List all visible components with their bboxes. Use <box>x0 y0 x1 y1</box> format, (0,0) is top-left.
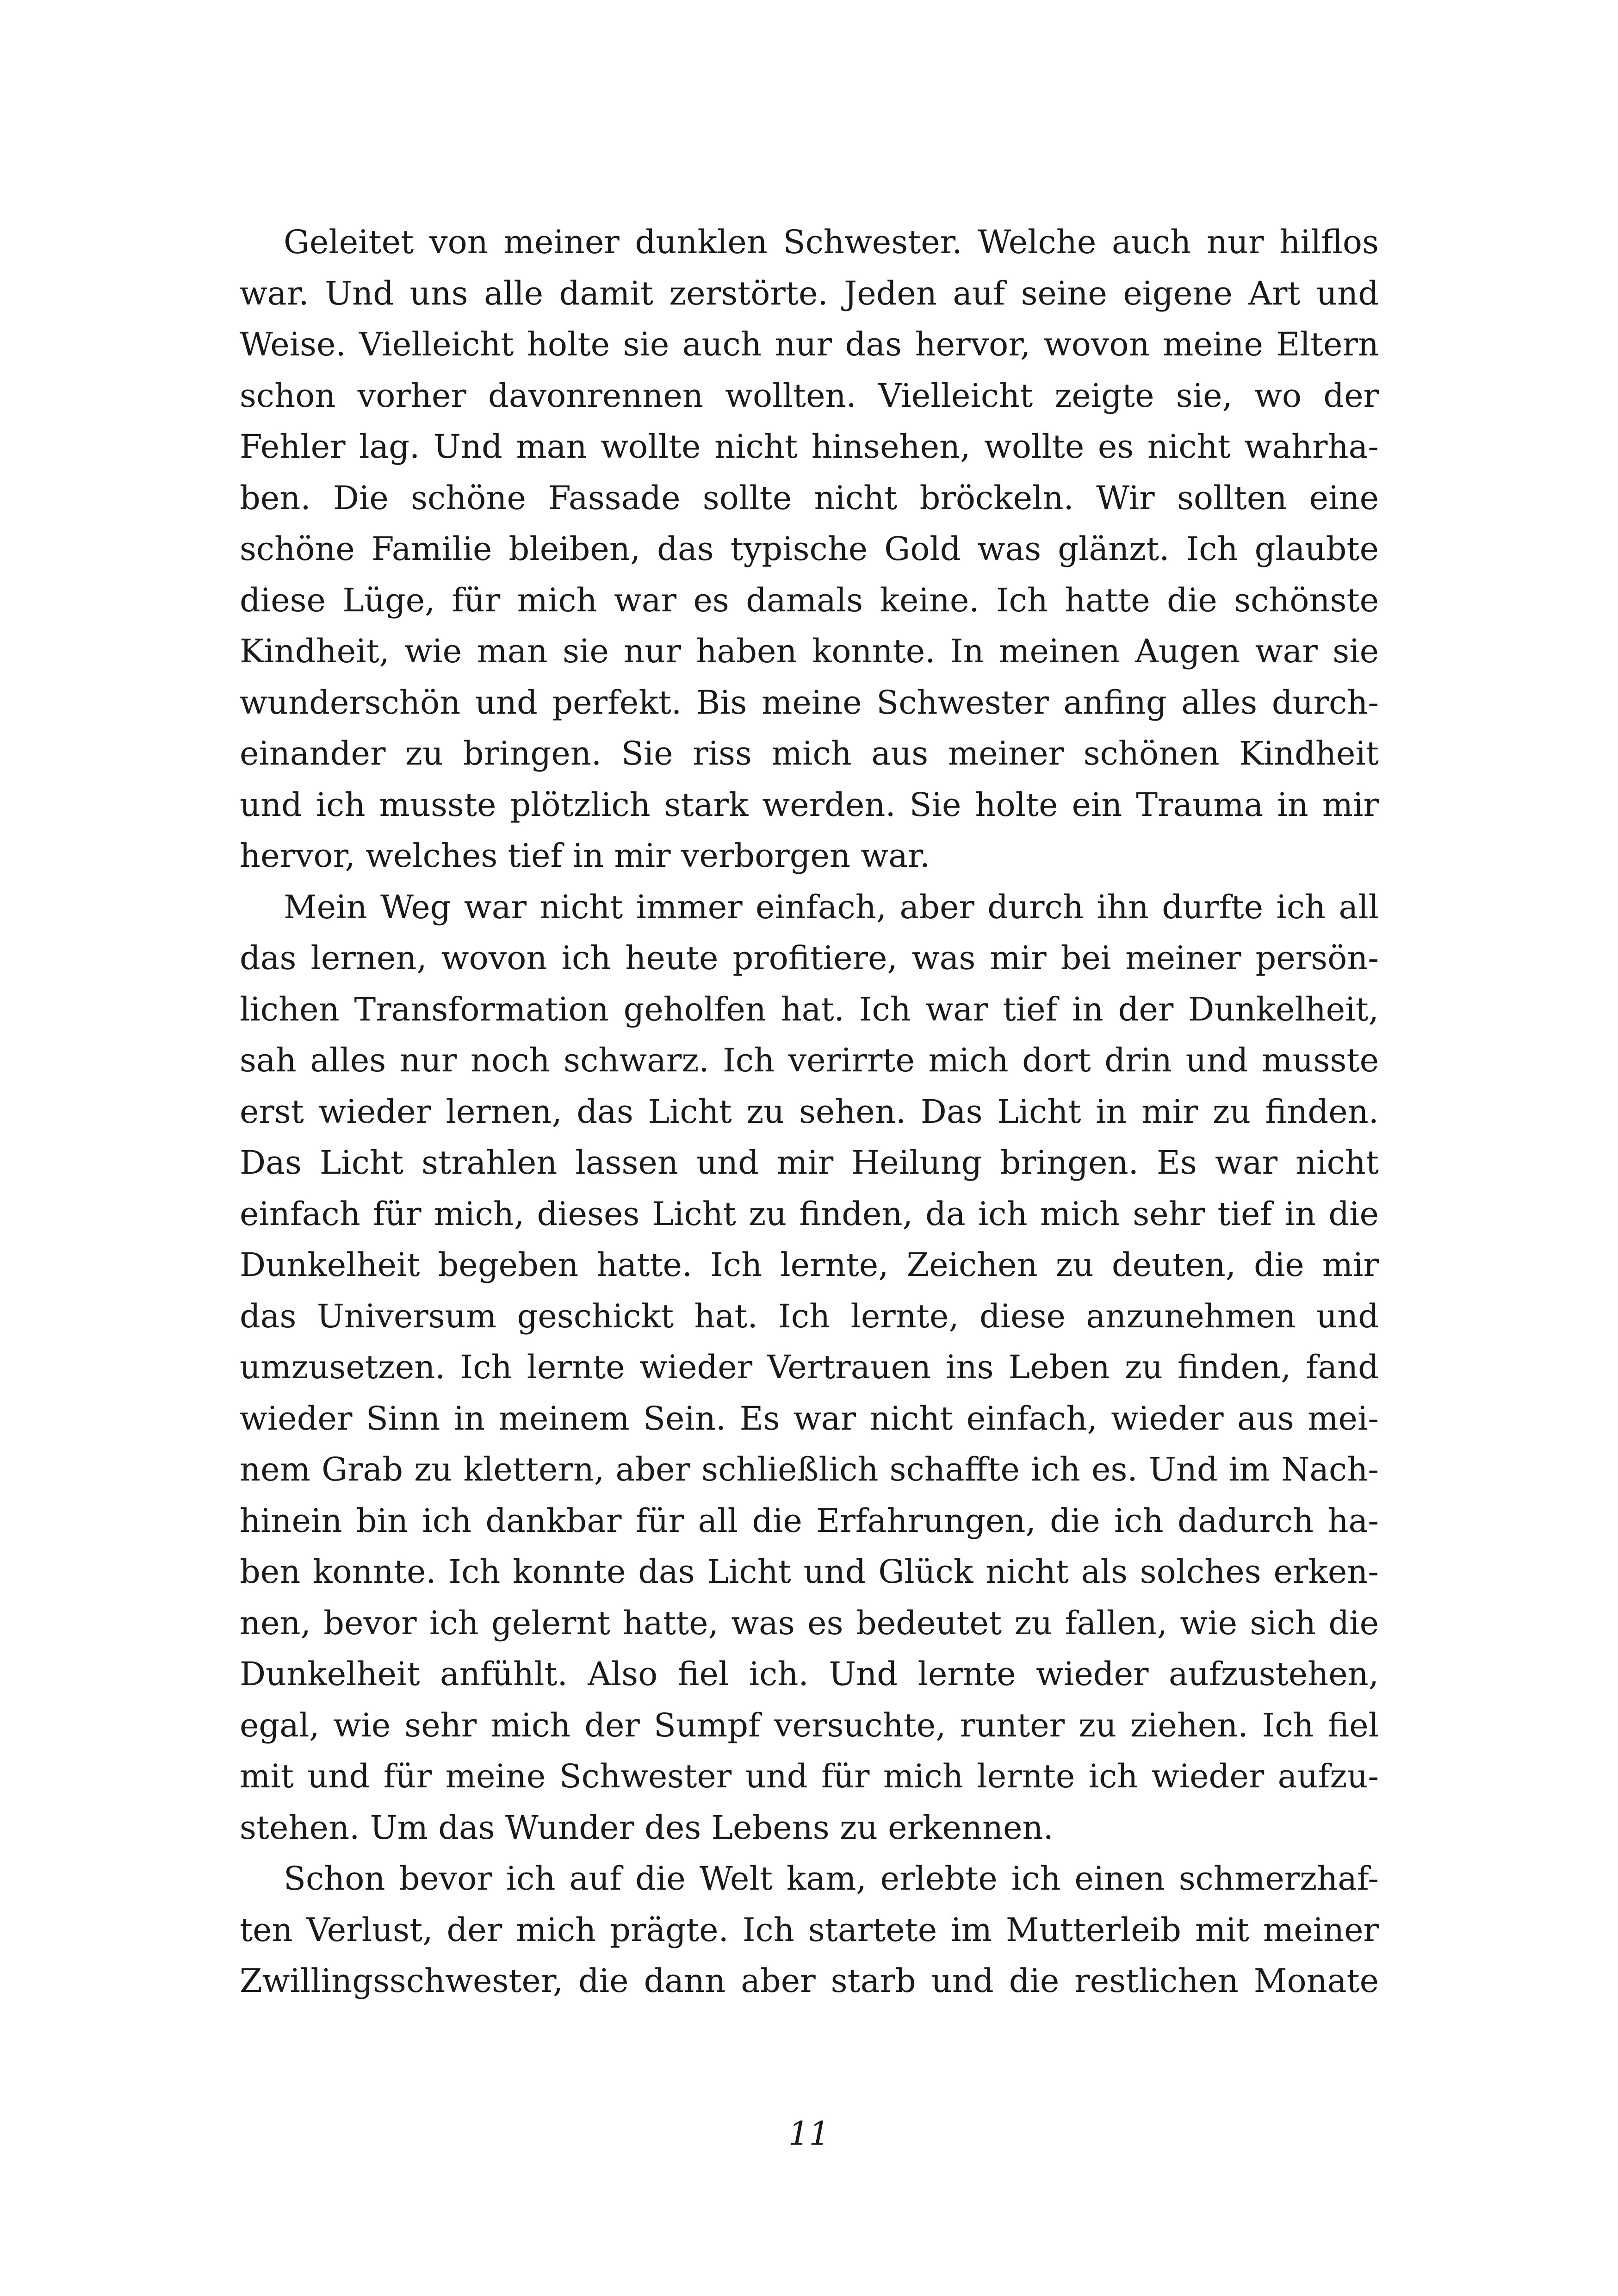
text-line: Schon bevor ich auf die Welt kam, erlebte ich einen schmerzhaf- <box>284 1860 1379 1898</box>
text-line: umzusetzen. Ich lernte wieder Vertrauen ins Leben zu finden, fand <box>240 1348 1379 1386</box>
text-line: Dunkelheit begeben hatte. Ich lernte, Zeichen zu deuten, die mir <box>240 1246 1379 1284</box>
text-line: hervor, welches tief in mir verborgen war. <box>240 837 930 875</box>
text-line: wunderschön und perfekt. Bis meine Schwester anfing alles durch- <box>240 683 1379 722</box>
text-line: hinein bin ich dankbar für all die Erfahrungen, die ich dadurch ha- <box>240 1501 1379 1540</box>
text-line: Das Licht strahlen lassen und mir Heilung bringen. Es war nicht <box>240 1144 1379 1182</box>
text-line: Geleitet von meiner dunklen Schwester. Welche auch nur hilflos <box>284 223 1379 261</box>
text-line: ben konnte. Ich konnte das Licht und Glück nicht als solches erken- <box>240 1553 1379 1591</box>
text-line: einander zu bringen. Sie riss mich aus meiner schönen Kindheit <box>240 734 1379 772</box>
text-line: das Universum geschickt hat. Ich lernte, diese anzunehmen und <box>240 1297 1379 1335</box>
text-line: Zwillingsschwester, die dann aber starb und die restlichen Monate <box>240 1962 1379 2000</box>
text-line: war. Und uns alle damit zerstörte. Jeden auf seine eigene Art und <box>240 274 1379 312</box>
text-line: nem Grab zu klettern, aber schließlich schaffte ich es. Und im Nach- <box>240 1450 1379 1488</box>
text-line: das lernen, wovon ich heute profitiere, was mir bei meiner persön- <box>240 939 1379 977</box>
text-line: einfach für mich, dieses Licht zu finden, da ich mich sehr tief in die <box>240 1195 1379 1233</box>
text-line: Kindheit, wie man sie nur haben konnte. In meinen Augen war sie <box>240 632 1379 670</box>
page-number: 11 <box>788 2115 830 2153</box>
text-line: schon vorher davonrennen wollten. Vielleicht zeigte sie, wo der <box>240 376 1379 415</box>
text-line: lichen Transformation geholfen hat. Ich war tief in der Dunkelheit, <box>240 990 1379 1028</box>
text-line: Dunkelheit anfühlt. Also fiel ich. Und lernte wieder aufzustehen, <box>240 1655 1379 1693</box>
text-line: mit und für meine Schwester und für mich lernte ich wieder aufzu- <box>240 1757 1379 1795</box>
text-line: ten Verlust, der mich prägte. Ich startete im Mutterleib mit meiner <box>240 1910 1379 1949</box>
text-line: erst wieder lernen, das Licht zu sehen. Das Licht in mir zu finden. <box>240 1092 1379 1131</box>
text-line: schöne Familie bleiben, das typische Gold was glänzt. Ich glaubte <box>240 530 1379 568</box>
body-text <box>240 217 1379 2007</box>
text-line: egal, wie sehr mich der Sumpf versuchte, runter zu ziehen. Ich fiel <box>240 1706 1379 1744</box>
text-line: Fehler lag. Und man wollte nicht hinsehen, wollte es nicht wahrha- <box>240 428 1379 466</box>
text-line: ben. Die schöne Fassade sollte nicht bröckeln. Wir sollten eine <box>240 479 1379 517</box>
text-line: stehen. Um das Wunder des Lebens zu erkennen. <box>240 1808 1054 1847</box>
text-line: wieder Sinn in meinem Sein. Es war nicht einfach, wieder aus mei- <box>240 1399 1379 1437</box>
text-line: Mein Weg war nicht immer einfach, aber durch ihn durfte ich all <box>284 888 1379 926</box>
text-line: Weise. Vielleicht holte sie auch nur das hervor, wovon meine Eltern <box>240 325 1379 363</box>
text-line: sah alles nur noch schwarz. Ich verirrte mich dort drin und musste <box>240 1041 1379 1079</box>
text-line: und ich musste plötzlich stark werden. Sie holte ein Trauma in mir <box>240 785 1379 824</box>
text-line: nen, bevor ich gelernt hatte, was es bedeutet zu fallen, wie sich die <box>240 1604 1379 1642</box>
text-line: diese Lüge, für mich war es damals keine. Ich hatte die schönste <box>240 581 1379 619</box>
